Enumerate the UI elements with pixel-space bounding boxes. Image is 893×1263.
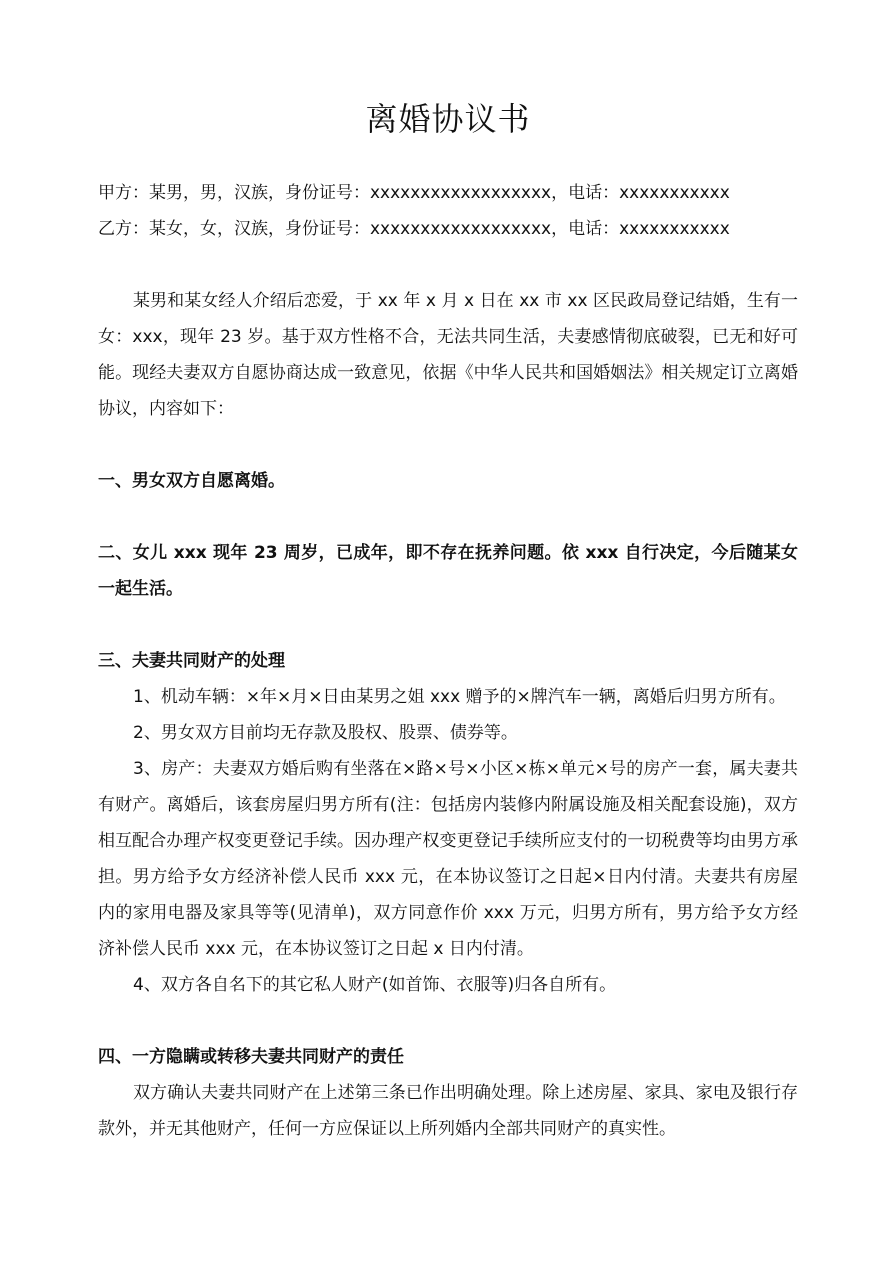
section-3-item-4: 4、双方各自名下的其它私人财产(如首饰、衣服等)归各自所有。 — [133, 975, 617, 995]
section-3-item-1: 1、机动车辆：×年×月×日由某男之姐 xxx 赠予的×牌汽车一辆，离婚后归男方所有。 — [133, 687, 786, 707]
section-2 — [98, 535, 798, 607]
section-3-heading: 三、夫妻共同财产的处理 — [98, 651, 285, 671]
section-3-item-3: 3、房产：夫妻双方婚后购有坐落在×路×号×小区×栋×单元×号的房产一套，属夫妻共有财产。离婚后，该套房屋归男方所有(注：包括房内装修内附属设施及相关配套设施)，双方相互配合办理产权变更登记手续。因办理产权变更登记手续所应支付的一切税费等均由男方承担。男方给予女方经济补偿人民币 xxx 元，在本协议签订之日起×日内付清。夫妻共有房屋内的家用电器及家具等等(见清单)，双方同意作价 xxx 万元，归男方所有，男方给予女方经济补偿人民币 xxx 元，在本协议签订之日起 x 日内付清。 — [98, 759, 798, 959]
section-3 — [98, 643, 798, 1003]
section-1-heading: 一、男女双方自愿离婚。 — [98, 471, 285, 491]
section-4-heading: 四、一方隐瞒或转移夫妻共同财产的责任 — [98, 1047, 404, 1067]
section-3-item-2: 2、男女双方目前均无存款及股权、股票、债券等。 — [133, 723, 518, 743]
section-4 — [98, 1039, 798, 1147]
party-b-line: 乙方：某女，女，汉族，身份证号：xxxxxxxxxxxxxxxxxx，电话：xxxxxxxxxxx — [98, 219, 730, 239]
document-title: 离婚协议书 — [365, 100, 531, 138]
section-4-body: 双方确认夫妻共同财产在上述第三条已作出明确处理。除上述房屋、家具、家电及银行存款外，并无其他财产，任何一方应保证以上所列婚内全部共同财产的真实性。 — [98, 1083, 798, 1139]
intro-block — [98, 283, 798, 427]
intro-paragraph: 某男和某女经人介绍后恋爱，于 xx 年 x 月 x 日在 xx 市 xx 区民政局登记结婚，生有一女：xxx，现年 23 岁。基于双方性格不合，无法共同生活，夫妻感情彻底破裂，已无和好可能。现经夫妻双方自愿协商达成一致意见，依据《中华人民共和国婚姻法》相关规定订立离婚协议，内容如下： — [98, 291, 798, 419]
section-1 — [98, 463, 798, 499]
section-2-heading: 二、女儿 xxx 现年 23 周岁，已成年，即不存在抚养问题。依 xxx 自行决定，今后随某女一起生活。 — [98, 543, 798, 599]
parties-block — [98, 175, 798, 247]
party-a-line: 甲方：某男，男，汉族，身份证号：xxxxxxxxxxxxxxxxxx，电话：xxxxxxxxxxx — [98, 183, 730, 203]
